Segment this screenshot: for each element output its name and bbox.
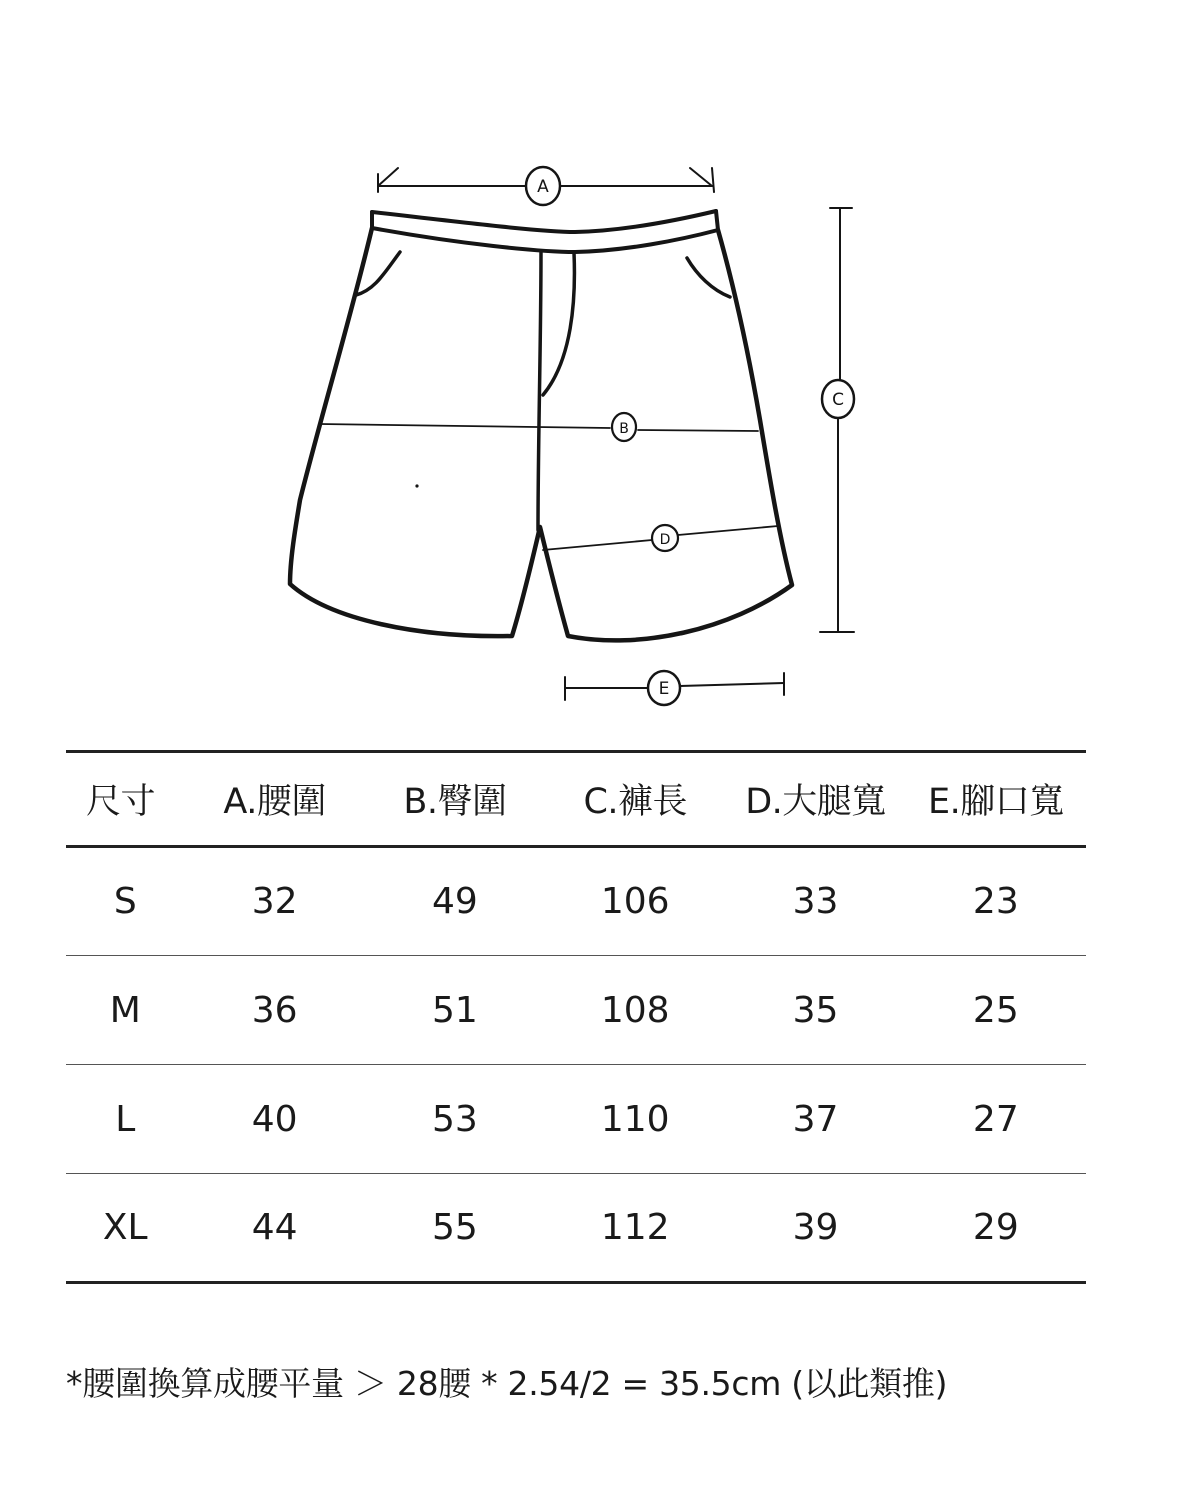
cell-size: L	[66, 1065, 184, 1174]
table-row	[66, 1065, 1086, 1174]
cell-hip: 55	[365, 1174, 545, 1283]
right-pocket	[687, 258, 730, 297]
measure-c-label: C	[832, 390, 844, 410]
header-waist: A.腰圍	[184, 752, 364, 847]
cell-hip: 49	[365, 847, 545, 956]
header-thigh: D.大腿寬	[725, 752, 905, 847]
cell-size: M	[66, 956, 184, 1065]
cell-thigh: 33	[725, 847, 905, 956]
cell-thigh: 39	[725, 1174, 905, 1283]
cell-thigh: 35	[725, 956, 905, 1065]
fly-stitch	[543, 253, 574, 395]
shorts-sketch	[0, 0, 1200, 720]
cell-length: 108	[545, 956, 725, 1065]
conversion-note: *腰圍換算成腰平量 ＞ 28腰 * 2.54/2 = 35.5cm (以此類推)	[66, 1364, 948, 1403]
cell-waist: 36	[184, 956, 364, 1065]
shorts-measurement-diagram	[0, 0, 1200, 720]
cell-size: S	[66, 847, 184, 956]
measure-e	[565, 671, 784, 705]
cell-hip: 53	[365, 1065, 545, 1174]
waistband-top-edge	[372, 211, 716, 232]
header-length: C.褲長	[545, 752, 725, 847]
measure-b-label: B	[619, 421, 629, 437]
measure-d-label: D	[659, 532, 671, 548]
cell-waist: 32	[184, 847, 364, 956]
cell-hip: 51	[365, 956, 545, 1065]
fabric-dot	[415, 484, 418, 487]
cell-waist: 44	[184, 1174, 364, 1283]
table-row	[66, 956, 1086, 1065]
cell-leg-opening: 23	[906, 847, 1086, 956]
measure-a-label: A	[537, 177, 549, 197]
measure-e-label: E	[658, 679, 670, 699]
cell-leg-opening: 27	[906, 1065, 1086, 1174]
size-chart-table	[66, 750, 1086, 1284]
header-hip: B.臀圍	[365, 752, 545, 847]
measure-c	[820, 208, 854, 632]
cell-length: 112	[545, 1174, 725, 1283]
cell-waist: 40	[184, 1065, 364, 1174]
header-leg-opening: E.腳口寬	[906, 752, 1086, 847]
table-row	[66, 847, 1086, 956]
fly-left-seam	[538, 252, 541, 530]
measure-a	[378, 167, 714, 205]
cell-length: 110	[545, 1065, 725, 1174]
header-size: 尺寸	[66, 752, 184, 847]
cell-length: 106	[545, 847, 725, 956]
cell-leg-opening: 29	[906, 1174, 1086, 1283]
table-row	[66, 1174, 1086, 1283]
cell-leg-opening: 25	[906, 956, 1086, 1065]
table-header-row	[66, 752, 1086, 847]
measure-d	[543, 525, 778, 551]
cell-size: XL	[66, 1174, 184, 1283]
cell-thigh: 37	[725, 1065, 905, 1174]
waistband-right-end	[716, 211, 718, 230]
